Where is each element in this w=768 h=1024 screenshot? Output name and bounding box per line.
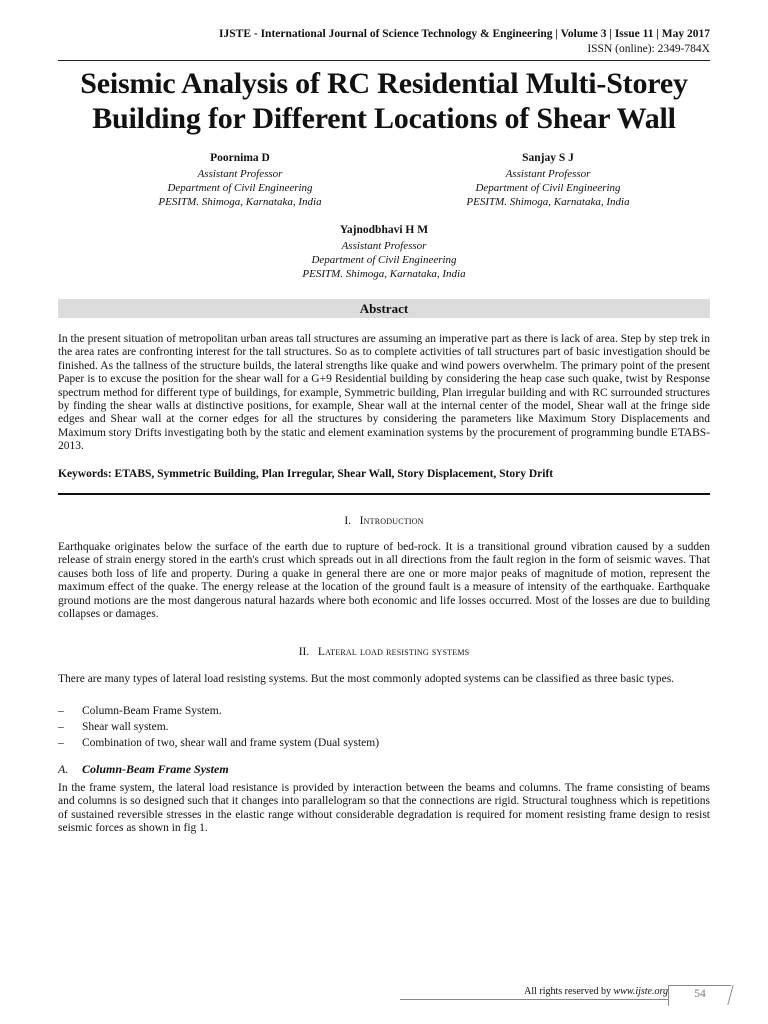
- section-heading-lateral-load: [58, 645, 710, 659]
- list-dash: –: [58, 737, 64, 749]
- author-role: Assistant Professor: [505, 168, 591, 180]
- author-block: [254, 223, 514, 281]
- author-name: Sanjay S J: [522, 152, 574, 164]
- author-block: [418, 151, 678, 209]
- header-rule: [58, 60, 710, 61]
- section-title: Introduction: [359, 515, 424, 527]
- author-department: Department of Civil Engineering: [311, 254, 457, 266]
- lateral-systems-text: There are many types of lateral load resisting systems. But the most commonly adopted systems can be classified as three basic types.: [58, 673, 675, 685]
- subsection-heading-a: [58, 762, 229, 776]
- abstract-heading: Abstract: [58, 299, 710, 318]
- section-title: Lateral load resisting systems: [317, 646, 470, 658]
- site-link[interactable]: www.ijste.org: [613, 986, 668, 997]
- author-department: Department of Civil Engineering: [475, 182, 621, 194]
- rights-text: All rights reserved by: [524, 986, 614, 997]
- issn-line: ISSN (online): 2349-784X: [587, 43, 710, 55]
- author-name: Poornima D: [210, 152, 270, 164]
- list-item-text: Combination of two, shear wall and frame system (Dual system): [82, 737, 380, 749]
- introduction-text: Earthquake originates below the surface of the earth due to rupture of bed-rock. It is a transitional ground vibration caused by a sudden release of strain energy stored in the earth's crust which spreads out in all directions from the fault region in the form of seismic waves. That causes both loss of life and property. During a quake in general there are one or more major peaks of magnitude of motion, represent the maximum effect of the quake. The energy release at the location of the ground fault is a measure of intensity of the earthquake. Earthquake ground motions are the most dangerous natural hazards where both economic and life losses occurred. Most of the losses are due to building collapses or damages.: [58, 541, 710, 621]
- subsection-title: Column-Beam Frame System: [82, 762, 229, 776]
- section-number: II.: [298, 646, 310, 658]
- author-institution: PESITM. Shimoga, Karnataka, India: [302, 268, 466, 280]
- frame-system-text: In the frame system, the lateral load resistance is provided by interaction between the beams and columns. The frame consisting of beams and columns is so designed such that it changes into parallelogram so that the connections are rigid. Structural toughness which is repetitions of sustained reversible stresses in the elastic range without considerable degradation is required for moment resisting frame design to resist seismic forces as shown in fig 1.: [58, 782, 710, 835]
- abstract-divider: [58, 493, 710, 495]
- list-item: [58, 719, 710, 735]
- author-role: Assistant Professor: [197, 168, 283, 180]
- author-institution: PESITM. Shimoga, Karnataka, India: [466, 196, 630, 208]
- author-role: Assistant Professor: [341, 240, 427, 252]
- list-item-text: Shear wall system.: [82, 721, 169, 733]
- paper-title: [30, 66, 738, 136]
- page-number-box: [668, 985, 731, 1006]
- section-heading-introduction: [58, 514, 710, 528]
- author-block: [110, 151, 370, 209]
- keywords: Keywords: ETABS, Symmetric Building, Plan Irregular, Shear Wall, Story Displacement, Story Drift: [58, 468, 554, 480]
- page-number: 54: [694, 988, 706, 1000]
- journal-header: IJSTE - International Journal of Science Technology & Engineering | Volume 3 | Issue 11 | May 2017: [219, 28, 710, 40]
- list-item: [58, 735, 710, 751]
- section-number: I.: [344, 515, 352, 527]
- list-dash: –: [58, 705, 64, 717]
- footer-rule: [400, 999, 668, 1000]
- title-line-1: Seismic Analysis of RC Residential Multi-Storey: [80, 67, 688, 100]
- author-institution: PESITM. Shimoga, Karnataka, India: [158, 196, 322, 208]
- author-department: Department of Civil Engineering: [167, 182, 313, 194]
- footer-rights: [524, 986, 668, 998]
- list-item-text: Column-Beam Frame System.: [82, 705, 222, 717]
- list-dash: –: [58, 721, 64, 733]
- title-line-2: Building for Different Locations of Shear Wall: [92, 102, 676, 135]
- abstract-text: In the present situation of metropolitan urban areas tall structures are assuming an imperative part as there is lack of area. Step by step trek in the area rates are confronting interest for the tall structures. So as to complete activities of tall structures part of basic investigation should be finished. As the tallness of the structure builds, the lateral strengths like quake and wind powers overwhelm. The primary point of the present Paper is to excuse the position for the shear wall for a G+9 Residential building by considering the heap case such quake, twist by Response spectrum method for different type of buildings, for example, Symmetric building, Plan irregular building and with RC surrounded structures by finding the shear walls at distinctive positions, for example, Shear wall at the internal center of the model, Shear wall at the fringe side edges and Shear wall at the corner edges for all the structures by considering the parameters like Maximum Story Displacements and Maximum story Drifts investigating both by the static and element examination systems by the procurement of programming bundle ETABS-2013.: [58, 333, 710, 453]
- subsection-letter: A.: [58, 762, 69, 776]
- list-item: [58, 703, 710, 719]
- author-name: Yajnodbhavi H M: [339, 224, 429, 236]
- system-types-list: [58, 703, 710, 751]
